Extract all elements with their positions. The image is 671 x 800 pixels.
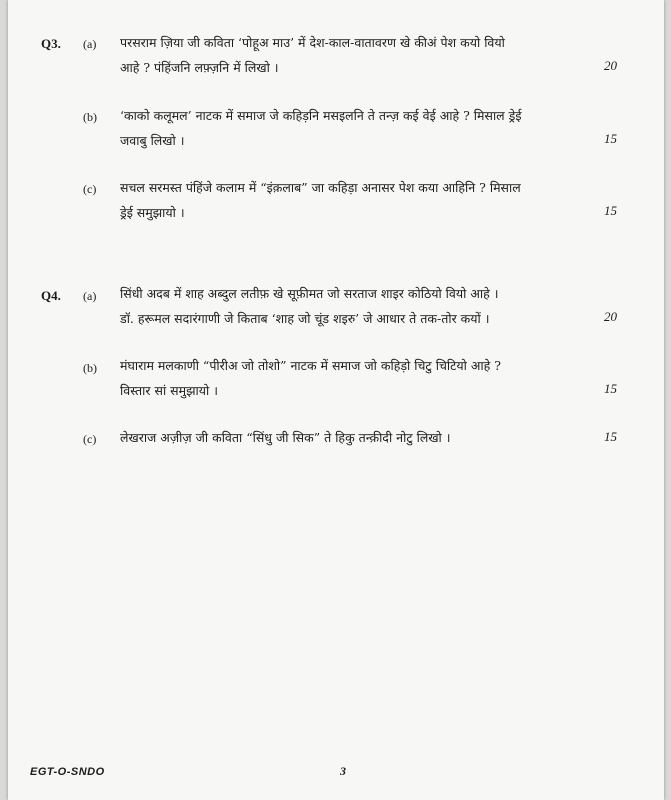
marks: 20: [604, 58, 617, 73]
question-text: [120, 281, 590, 331]
question-text: [120, 353, 590, 403]
question-line: आहे ? पंहिंजनि लफ़्ज़नि में लिखो ।: [120, 60, 279, 75]
question-number: Q4.: [41, 288, 61, 303]
question-line: सिंधी अदब में शाह अब्दुल लतीफ़ खे सूफ़ीमत जो सरताज शाइर कोठियो वियो आहे ।: [120, 286, 499, 301]
question-line: डॉ. हरूमल सदारंगाणी जे किताब ‘शाह जो चूंड शइरु’ जे आधार ते तक-तोर कयों ।: [120, 311, 490, 326]
marks: 20: [604, 309, 617, 324]
question-text: [120, 30, 590, 80]
question-line: ‘काको कलूमल’ नाटक में समाज जे कहिड़नि मसइलनि ते तन्ज़ कई वेई आहे ? मिसाल ड्रेई: [120, 108, 522, 123]
part-label: (a): [83, 37, 97, 51]
part-label: (b): [83, 110, 97, 124]
part-label: (c): [83, 432, 97, 446]
part-label: (c): [83, 182, 97, 196]
question-line: विस्तार सां समुझायो ।: [120, 383, 218, 398]
marks: 15: [604, 131, 617, 146]
marks: 15: [604, 429, 617, 444]
question-line: मंघाराम मलकाणी “पीरीअ जो तोशो” नाटक में समाज जो कहिड़ो चिटु चिटियो आहे ?: [120, 358, 501, 373]
question-line: ड्रेई समुझायो ।: [120, 205, 185, 220]
question-text: [120, 103, 590, 153]
question-line: लेखराज अज़ीज़ जी कविता “सिंधु जी सिक” ते हिकु तन्क़ीदी नोटु लिखो ।: [120, 430, 451, 445]
exam-page: [8, 0, 664, 800]
question-line: सचल सरमस्त पंहिंजे कलाम में “इंक़लाब” जा कहिड़ा अनासर पेश कया आहिनि ? मिसाल: [120, 180, 521, 195]
question-number: Q3.: [41, 36, 61, 51]
part-label: (b): [83, 361, 97, 375]
question-line: जवाबु लिखो ।: [120, 133, 185, 148]
part-label: (a): [83, 289, 97, 303]
question-text: [120, 175, 590, 225]
question-line: परसराम ज़िया जी कविता ‘पोहूअ माउ’ में देश-काल-वातावरण खे कीअं पेश कयो वियो: [120, 35, 505, 50]
question-text: [120, 425, 590, 450]
marks: 15: [604, 203, 617, 218]
paper-code: EGT-O-SNDO: [30, 766, 105, 778]
marks: 15: [604, 381, 617, 396]
page-number: 3: [340, 764, 346, 778]
